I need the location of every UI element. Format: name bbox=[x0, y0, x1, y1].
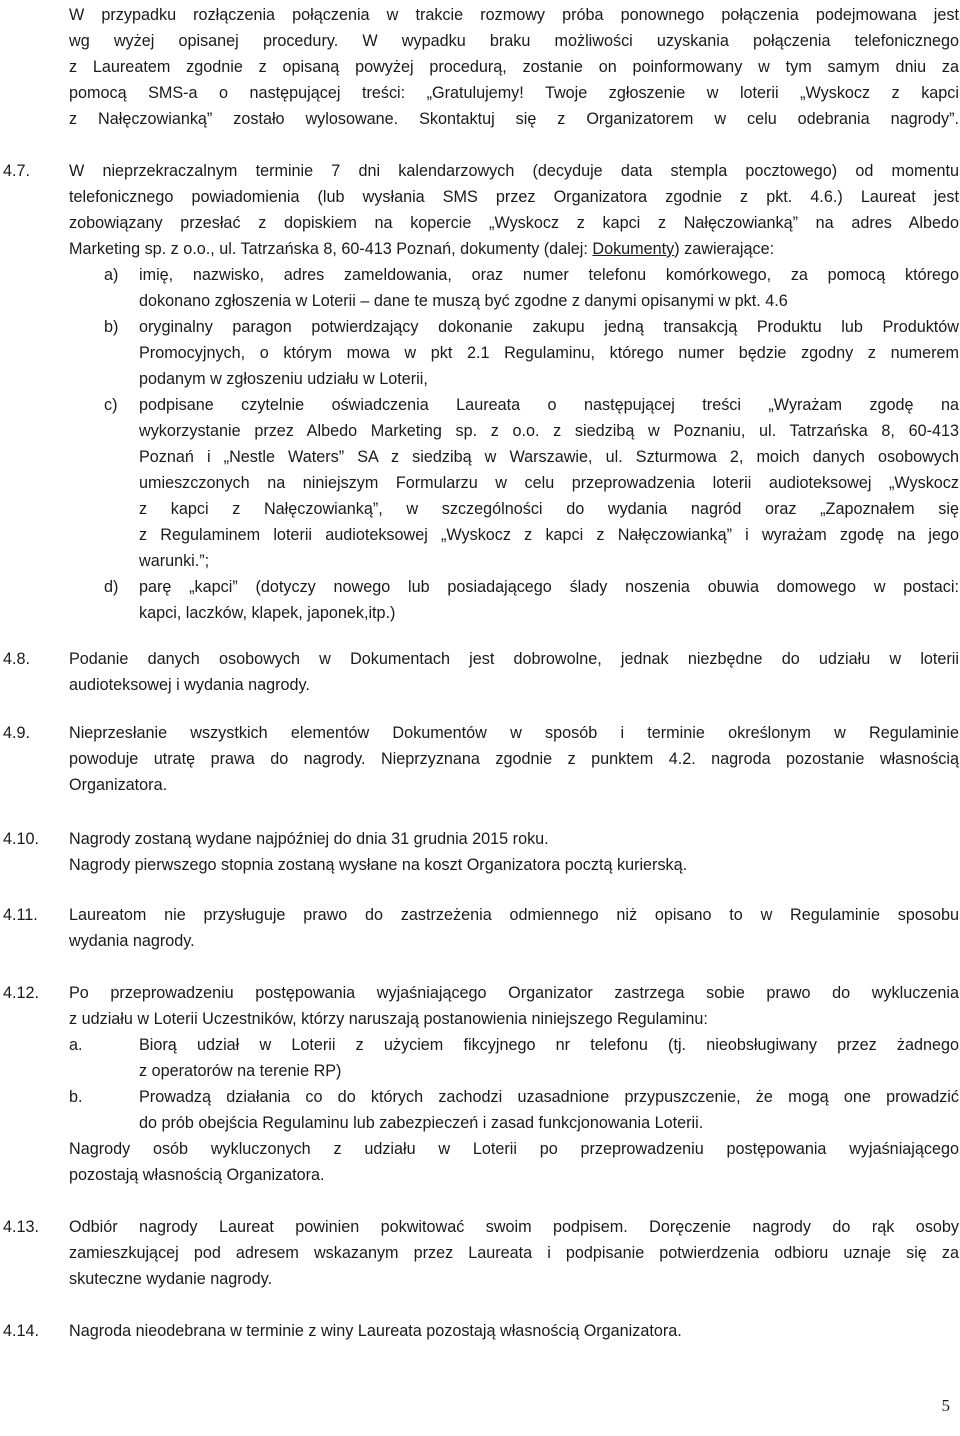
section-line: Odbiór nagrody Laureat powinien pokwitować swoim podpisem. Doręczenie nagrody do rąk osoby bbox=[69, 1218, 959, 1236]
list-item-line: podpisane czytelnie oświadczenia Laureata o następującej treści „Wyrażam zgodę na bbox=[139, 396, 959, 414]
intro-line: wg wyżej opisanej procedury. W wypadku braku możliwości uzyskania połączenia telefonicznego bbox=[69, 32, 959, 50]
section-line: z udziału w Loterii Uczestników, którzy naruszają postanowienia niniejszego Regulaminu: bbox=[69, 1010, 708, 1028]
list-item-line: oryginalny paragon potwierdzający dokonanie zakupu jedną transakcją Produktu lub Produktów bbox=[139, 318, 959, 336]
list-item-line: z kapci z Nałęczowianką”, w szczególności do wydania nagród oraz „Zapoznałem się bbox=[139, 500, 959, 518]
list-item-line: warunki.”; bbox=[139, 552, 210, 570]
page-number: 5 bbox=[941, 1396, 950, 1415]
intro-line: pomocą SMS-a o następującej treści: „Gratulujemy! Twoje zgłoszenie w loterii „Wyskocz z kapci bbox=[69, 84, 959, 102]
list-label: d) bbox=[104, 578, 119, 596]
text-fragment: Marketing sp. z o.o., ul. Tatrzańska 8, 60-413 Poznań, dokumenty (dalej: bbox=[69, 240, 593, 258]
section-number: 4.7. bbox=[3, 162, 31, 180]
section-number: 4.10. bbox=[3, 830, 40, 848]
section-line: Nagrody osób wykluczonych z udziału w Loterii po przeprowadzeniu postępowania wyjaśniającego bbox=[69, 1140, 959, 1158]
section-line: skuteczne wydanie nagrody. bbox=[69, 1270, 273, 1288]
list-item-line: kapci, laczków, klapek, japonek,itp.) bbox=[139, 604, 396, 622]
section-number: 4.8. bbox=[3, 650, 31, 668]
section-line: Po przeprowadzeniu postępowania wyjaśniającego Organizator zastrzega sobie prawo do wykluczenia bbox=[69, 984, 959, 1002]
list-item-line: wykorzystanie przez Albedo Marketing sp. z o.o. z siedzibą w Poznaniu, ul. Tatrzańska 8, 60-413 bbox=[139, 422, 959, 440]
section-line: Nieprzesłanie wszystkich elementów Dokumentów w sposób i terminie określonym w Regulaminie bbox=[69, 724, 959, 742]
section-line bbox=[69, 236, 774, 262]
intro-line: z Laureatem zgodnie z opisaną powyżej procedurą, zostanie on poinformowany w tym samym dniu za bbox=[69, 58, 959, 76]
section-line: Nagrody zostaną wydane najpóźniej do dnia 31 grudnia 2015 roku. bbox=[69, 830, 549, 848]
section-line: Podanie danych osobowych w Dokumentach jest dobrowolne, jednak niezbędne do udziału w loterii bbox=[69, 650, 959, 668]
intro-line: W przypadku rozłączenia połączenia w trakcie rozmowy próba ponownego połączenia podejmowana jest bbox=[69, 6, 959, 24]
section-number: 4.13. bbox=[3, 1218, 40, 1236]
list-item-line: z Regulaminem loterii audioteksowej „Wyskocz z kapci z Nałęczowianką” i wyrażam zgodę na jego bbox=[139, 526, 959, 544]
section-number: 4.9. bbox=[3, 724, 31, 742]
section-line: zamieszkującej pod adresem wskazanym przez Laureata i podpisanie potwierdzenia odbioru uznaje się za bbox=[69, 1244, 959, 1262]
section-line: wydania nagrody. bbox=[69, 932, 195, 950]
section-line: Organizatora. bbox=[69, 776, 168, 794]
text-fragment: ) zawierające: bbox=[674, 240, 775, 258]
list-label: b) bbox=[104, 318, 119, 336]
list-item-line: Biorą udział w Loterii z użyciem fikcyjnego nr telefonu (tj. nieobsługiwany przez żadnego bbox=[139, 1036, 959, 1054]
section-number: 4.14. bbox=[3, 1322, 40, 1340]
list-item-line: z operatorów na terenie RP) bbox=[139, 1062, 342, 1080]
list-item-line: umieszczonych na niniejszym Formularzu w celu przeprowadzenia loterii audioteksowej „Wyskocz bbox=[139, 474, 959, 492]
section-line: Nagroda nieodebrana w terminie z winy Laureata pozostają własnością Organizatora. bbox=[69, 1322, 682, 1340]
section-number: 4.12. bbox=[3, 984, 40, 1002]
section-line: Laureatom nie przysługuje prawo do zastrzeżenia odmiennego niż opisano to w Regulaminie sposobu bbox=[69, 906, 959, 924]
section-line: W nieprzekraczalnym terminie 7 dni kalendarzowych (decyduje data stempla pocztowego) od momentu bbox=[69, 162, 959, 180]
defined-term: Dokumenty bbox=[592, 240, 675, 258]
section-line: Nagrody pierwszego stopnia zostaną wysłane na koszt Organizatora pocztą kurierską. bbox=[69, 856, 688, 874]
list-item-line: do prób obejścia Regulaminu lub zabezpieczeń i zasad funkcjonowania Loterii. bbox=[139, 1114, 704, 1132]
section-line: powoduje utratę prawa do nagrody. Nieprzyznana zgodnie z punktem 4.2. nagroda pozostanie własnością bbox=[69, 750, 959, 768]
list-item-line: imię, nazwisko, adres zameldowania, oraz numer telefonu komórkowego, za pomocą którego bbox=[139, 266, 959, 284]
section-line: zobowiązany przesłać z dopiskiem na kopercie „Wyskocz z kapci z Nałęczowianką” na adres Albedo bbox=[69, 214, 959, 232]
list-item-line: parę „kapci” (dotyczy nowego lub posiadającego ślady noszenia obuwia domowego w postaci: bbox=[139, 578, 959, 596]
section-number: 4.11. bbox=[3, 906, 38, 924]
section-line: pozostają własnością Organizatora. bbox=[69, 1166, 325, 1184]
section-line: telefonicznego powiadomienia (lub wysłania SMS przez Organizatora zgodnie z pkt. 4.6.) Laureat jest bbox=[69, 188, 959, 206]
list-item-line: podanym w zgłoszeniu udziału w Loterii, bbox=[139, 370, 428, 388]
section-line: audioteksowej i wydania nagrody. bbox=[69, 676, 310, 694]
list-label: a) bbox=[104, 266, 119, 284]
list-item-line: Prowadzą działania co do których zachodzi uzasadnione przypuszczenie, że mogą one prowadzić bbox=[139, 1088, 959, 1106]
intro-line: z Nałęczowianką” zostało wylosowane. Skontaktuj się z Organizatorem w celu odebrania nagrody”. bbox=[69, 110, 959, 128]
list-item-line: dokonano zgłoszenia w Loterii – dane te muszą być zgodne z danymi opisanymi w pkt. 4.6 bbox=[139, 292, 788, 310]
list-item-line: Promocyjnych, o którym mowa w pkt 2.1 Regulaminu, którego numer będzie zgodny z numerem bbox=[139, 344, 959, 362]
list-label: a. bbox=[69, 1036, 83, 1054]
list-label: b. bbox=[69, 1088, 83, 1106]
list-item-line: Poznań i „Nestle Waters” SA z siedzibą w Warszawie, ul. Szturmowa 2, moich danych osobowych bbox=[139, 448, 959, 466]
list-label: c) bbox=[104, 396, 118, 414]
